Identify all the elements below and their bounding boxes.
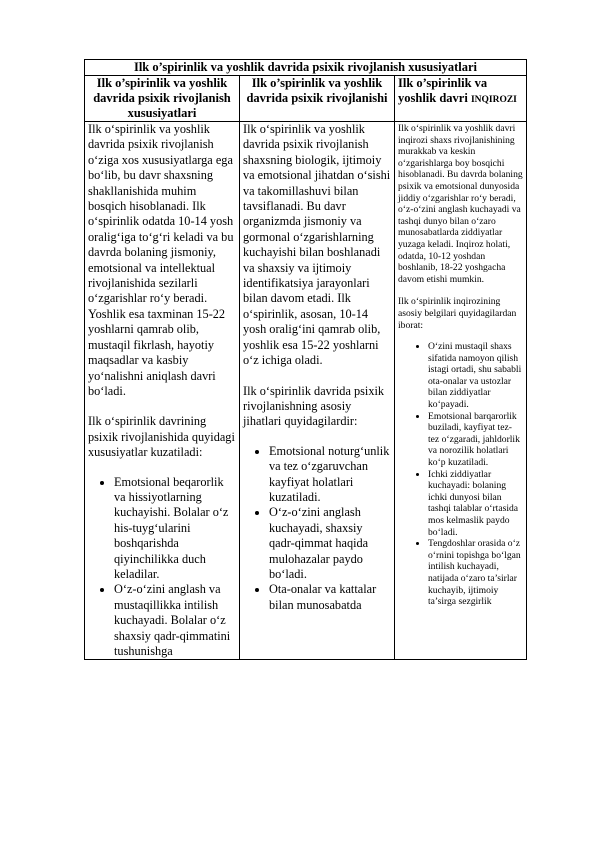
header-cell-1: Ilk o’spirinlik va yoshlik davrida psixik rivojlanish xususiyatlari: [85, 76, 240, 122]
column-2-list: [243, 444, 391, 613]
list-item: • O‘z-o‘zini anglash va mustaqillikka intilish kuchayadi. Bolalar o‘z shaxsiy qadr-qimmatini tushunishga: [114, 582, 236, 659]
column-1-list: [88, 475, 236, 660]
column-3-paragraph-1: Ilk o‘spirinlik va yoshlik davri inqirozi shaxs rivojlanishining murakkab va keskin o‘zgarishlarga boy bosqichi hisoblanadi. Bu davrda bolaning psixik va emotsional dunyosida jiddiy o‘zgarishlar ro‘y beradi, o‘z-o‘zini anglash kuchayadi va tashqi dunyo bilan o‘zaro munosabatlarda ziddiyatlar yuzaga keladi. Inqiroz holati, odatda, 10-12 yoshdan boshlanib, 18-22 yoshgacha davom etishi mumkin.: [398, 123, 523, 285]
column-2-paragraph-2: Ilk o‘spirinlik davrida psixik rivojlanishning asosiy jihatlari quyidagilardir:: [243, 383, 385, 429]
list-item: • Emotsional barqarorlik buziladi, kayfiyat tez-tez o‘zgaradi, jahldorlik va norozilik holatlari ko‘p kuzatiladi.: [428, 411, 523, 469]
header-cell-3: [395, 76, 527, 122]
column-2-paragraph-1: Ilk o‘spirinlik va yoshlik davrida psixik rivojlanish shaxsning biologik, ijtimoiy va emotsional jihatdan o‘sishi va takomillashuvi bilan tavsiflanadi. Bu davr organizmda jismoniy va gormonal o‘zgarishlarning kuchayishi bilan boshlanadi va shaxsiy va ijtimoiy identifikatsiya jarayonlari bilan davom etadi. Ilk o‘spirinlik, asosan, 10-14 yosh oralig‘ini qamrab olib, yoshlik esa 15-22 yoshlarni o‘z ichiga oladi.: [243, 122, 391, 368]
list-item: • Tengdoshlar orasida o‘z o‘rnini topishga bo‘lgan intilish kuchayadi, natijada o‘zaro ta’sirlar kuchayib, ijtimoiy ta’sirga sezgirlik: [428, 538, 523, 608]
header-cell-3-text: Ilk o’spirinlik va yoshlik davri: [398, 76, 488, 105]
column-1-paragraph-2: Ilk o‘spirinlik davrining psixik rivojlanishida quyidagi xususiyatlar kuzatiladi:: [88, 414, 235, 460]
table-title: Ilk o’spirinlik va yoshlik davrida psixik rivojlanish xususiyatlari: [85, 60, 527, 76]
header-cell-3-suffix: INQIROZI: [470, 95, 517, 105]
comparison-table: [84, 59, 527, 660]
list-item: • Emotsional noturg‘unlik va tez o‘zgaruvchan kayfiyat holatlari kuzatiladi.: [269, 444, 391, 506]
list-item: • O‘z-o‘zini anglash kuchayadi, shaxsiy qadr-qimmat haqida mulohazalar paydo bo‘ladi.: [269, 505, 391, 582]
content-row: [85, 122, 527, 660]
header-row: [85, 76, 527, 122]
list-item: • Ota-onalar va kattalar bilan munosabatda: [269, 582, 391, 613]
column-3-paragraph-2: Ilk o‘spirinlik inqirozining asosiy belgilari quyidagilardan iborat:: [398, 296, 517, 331]
column-1-paragraph-1: Ilk o‘spirinlik va yoshlik davrida psixik rivojlanish o‘ziga xos xususiyatlarga ega bo‘lib, bu davr shaxsning shakllanishida muhim bosqich hisoblanadi. Ilk o‘spirinlik odatda 10-14 yosh oralig‘iga to‘g‘ri keladi va bu davrda bolaning jismoniy, emotsional va intellektual rivojlanishida sezilarli o‘zgarishlar ro‘y beradi. Yoshlik esa taxminan 15-22 yoshlarni qamrab olib, mustaqil fikrlash, hayotiy maqsadlar va kasbiy yo‘nalishni aniqlash davri bo‘ladi.: [88, 122, 234, 398]
column-3-list: [398, 341, 523, 608]
list-item: • Emotsional beqarorlik va hissiyotlarning kuchayishi. Bolalar o‘z his-tuyg‘ularini boshqarishda qiyinchilikka duch keladilar.: [114, 475, 236, 583]
header-cell-2: Ilk o’spirinlik va yoshlik davrida psixik rivojlanishi: [240, 76, 395, 122]
column-3-content: [395, 122, 527, 660]
title-row: [85, 60, 527, 76]
column-1-content: [85, 122, 240, 660]
document-page: [84, 59, 526, 660]
list-item: • Ichki ziddiyatlar kuchayadi: bolaning ichki dunyosi bilan tashqi talablar o‘rtasida mos kelmaslik paydo bo‘ladi.: [428, 469, 523, 539]
column-2-content: [240, 122, 395, 660]
list-item: • O‘zini mustaqil shaxs sifatida namoyon qilish istagi ortadi, shu sababli ota-onalar va ustozlar bilan ziddiyatlar ko‘payadi.: [428, 341, 523, 411]
